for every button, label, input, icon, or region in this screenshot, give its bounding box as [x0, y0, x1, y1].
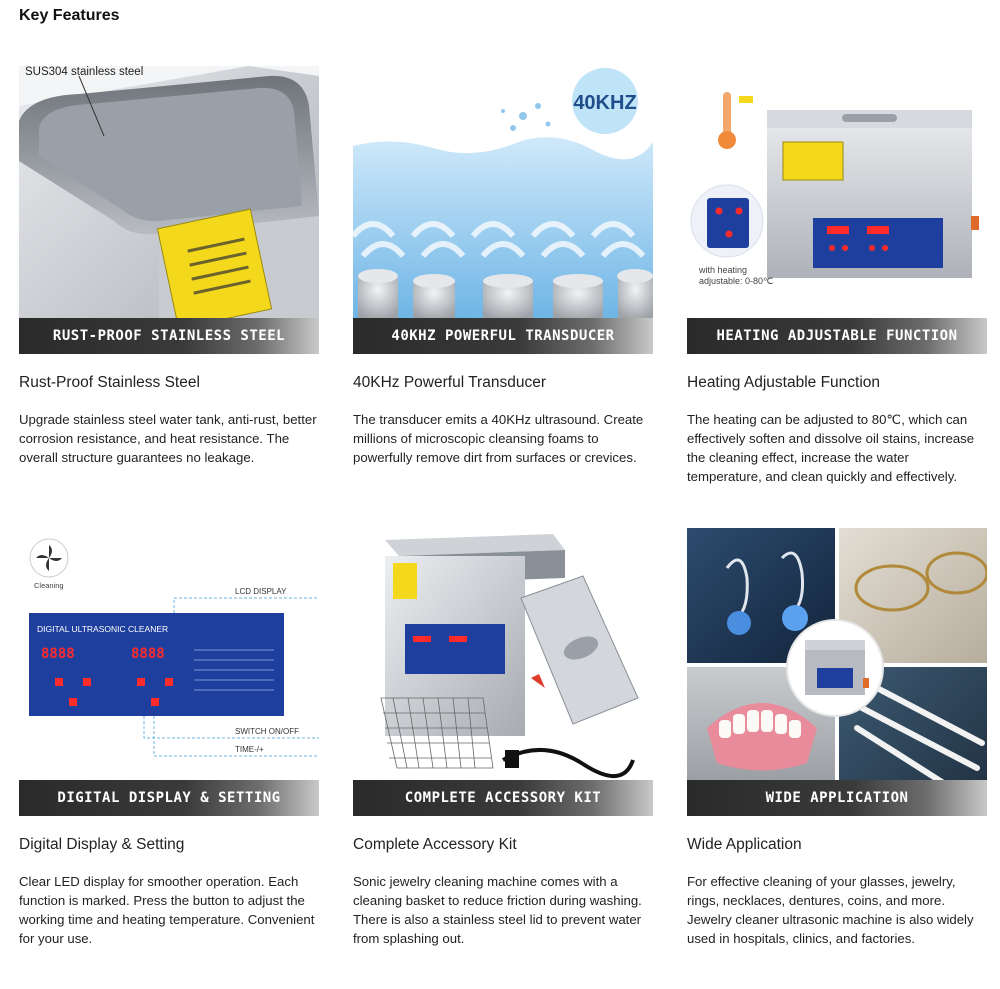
transducer-illustration — [353, 66, 653, 354]
feature-heading: Heating Adjustable Function — [687, 374, 881, 391]
heating-illustration — [687, 66, 987, 354]
feature-description: Sonic jewelry cleaning machine comes with a cleaning basket to reduce friction during washing. There is also a stainless steel lid to prevent water from splashing out. — [353, 874, 642, 946]
wide-application-image — [687, 528, 987, 816]
feature-heading: 40KHz Powerful Transducer — [353, 374, 546, 391]
feature-heading: Complete Accessory Kit — [353, 836, 517, 853]
feature-card-digital-display — [19, 528, 319, 948]
feature-description: Clear LED display for smoother operation. Each function is marked. Press the button to adjust the working time and heating temperature. Convenient for your use. — [19, 874, 315, 946]
banner-transducer — [353, 318, 653, 354]
banner-text: RUST-PROOF STAINLESS STEEL — [52, 328, 286, 344]
page-title: Key Features — [19, 7, 120, 24]
banner-stainless-steel — [19, 318, 319, 354]
feature-description: The heating can be adjusted to 80℃, which can effectively soften and dissolve oil stains, increase the cleaning effect, increase the water temperature, and clean quickly and effectively. — [687, 412, 975, 484]
sus304-label: SUS304 stainless steel — [25, 66, 144, 78]
time-label: TIME-/+ — [235, 745, 264, 754]
control-panel-illustration — [19, 528, 319, 816]
transducer-image — [353, 66, 653, 354]
feature-heading: Digital Display & Setting — [19, 836, 185, 853]
stainless-tank-illustration — [19, 66, 319, 354]
khz-badge-text: 40KHZ — [573, 92, 637, 114]
feature-heading: Wide Application — [687, 836, 802, 853]
banner-text: DIGITAL DISPLAY & SETTING — [57, 790, 281, 806]
feature-description: For effective cleaning of your glasses, jewelry, rings, necklaces, dentures, coins, and more. Jewelry cleaner ultrasonic machine is also widely used in hospitals, clinics, and factories. — [687, 874, 974, 946]
led-display-right: 8888 — [131, 646, 165, 662]
cleaning-label: Cleaning — [34, 581, 64, 590]
banner-text: 40KHZ POWERFUL TRANSDUCER — [391, 328, 615, 344]
lcd-display-label: LCD DISPLAY — [235, 587, 287, 596]
led-display-left: 8888 — [41, 646, 75, 662]
banner-digital-display — [19, 780, 319, 816]
accessory-kit-illustration — [353, 528, 653, 816]
banner-heating — [687, 318, 987, 354]
feature-description: Upgrade stainless steel water tank, anti-rust, better corrosion resistance, and heat resistance. The overall structure guarantees no leakage. — [19, 412, 317, 465]
heating-image — [687, 66, 987, 354]
banner-text: HEATING ADJUSTABLE FUNCTION — [716, 328, 958, 344]
stainless-tank-image — [19, 66, 319, 354]
feature-card-accessory-kit — [353, 528, 653, 948]
panel-title: DIGITAL ULTRASONIC CLEANER — [37, 624, 169, 634]
accessory-kit-image — [353, 528, 653, 816]
feature-card-heating — [687, 66, 987, 486]
banner-text: WIDE APPLICATION — [765, 790, 909, 806]
heating-label-2: adjustable: 0-80℃ — [699, 276, 774, 286]
banner-accessory-kit — [353, 780, 653, 816]
feature-card-transducer — [353, 66, 653, 467]
switch-label: SWITCH ON/OFF — [235, 727, 299, 736]
feature-card-stainless-steel — [19, 66, 319, 467]
thermometer-icon — [723, 92, 731, 136]
feature-heading: Rust-Proof Stainless Steel — [19, 374, 200, 391]
digital-display-image — [19, 528, 319, 816]
feature-description: The transducer emits a 40KHz ultrasound. Create millions of microscopic cleansing foams to powerfully remove dirt from surfaces or crevices. — [353, 412, 644, 465]
heating-label-1: with heating — [699, 265, 748, 275]
feature-card-wide-application — [687, 528, 987, 948]
banner-text: COMPLETE ACCESSORY KIT — [404, 790, 602, 806]
wide-application-collage — [687, 528, 987, 816]
banner-wide-application — [687, 780, 987, 816]
